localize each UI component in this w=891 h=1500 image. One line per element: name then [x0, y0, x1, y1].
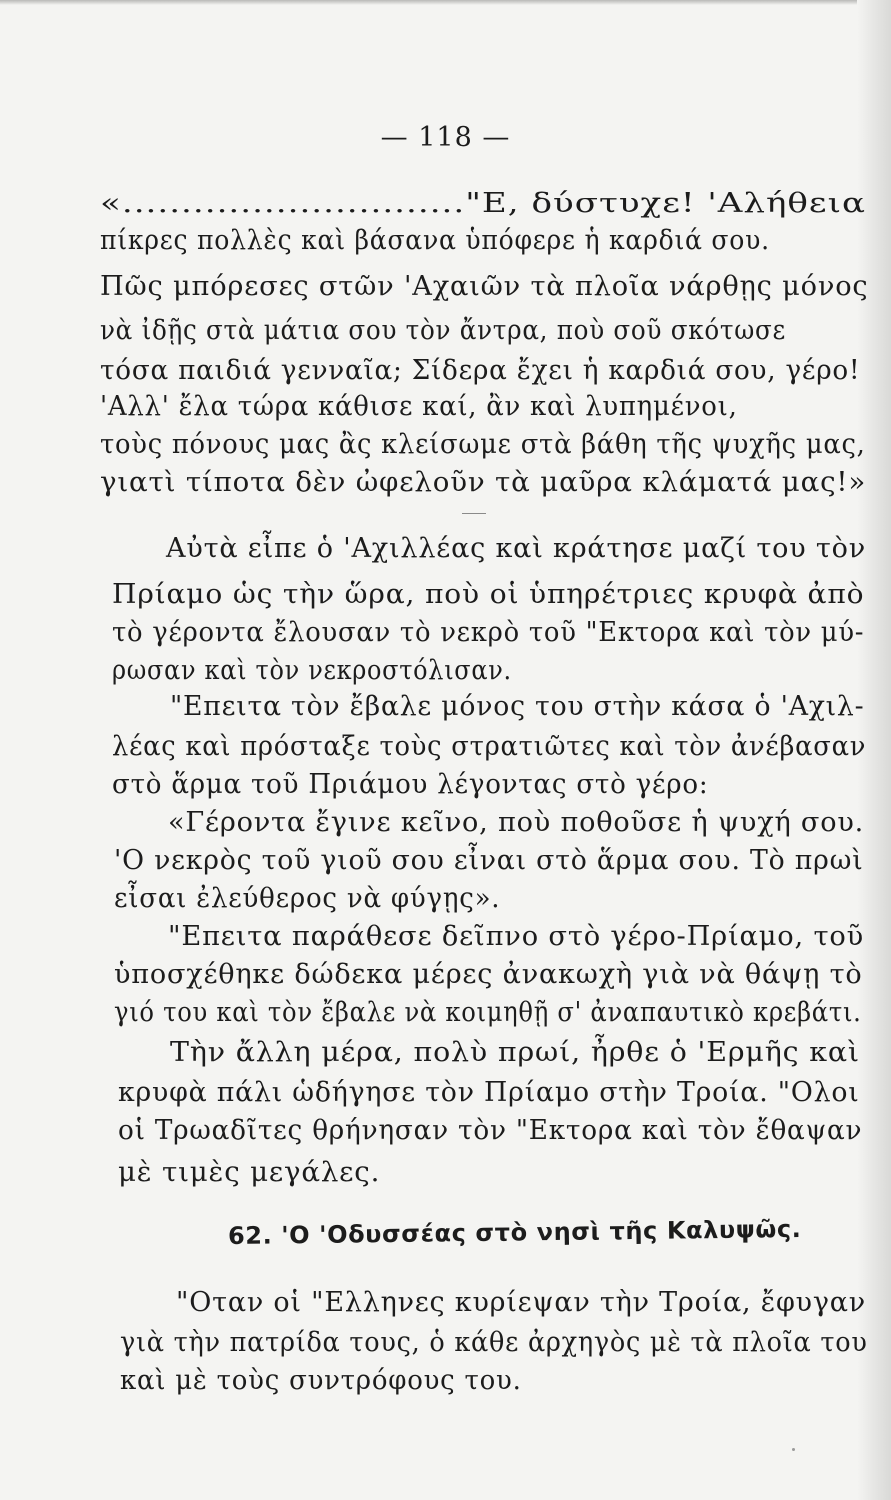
text-line: οἱ Τρωαδῖτες θρήνησαν τὸν "Εκτορα καὶ τὸν ἔθαψαν [118, 1115, 863, 1146]
text-line: καὶ μὲ τοὺς συντρόφους του. [120, 1365, 522, 1396]
text-line: λέας καὶ πρόσταξε τοὺς στρατιῶτες καὶ τὸν ἀνέβασαν [112, 731, 867, 762]
text-line: κρυφὰ πάλι ὡδήγησε τὸν Πρίαμο στὴν Τροία. "Ολοι [118, 1077, 860, 1108]
text-line: Αὐτὰ εἶπε ὁ 'Αχιλλέας καὶ κράτησε μαζί του τὸν [166, 533, 866, 564]
text-line: "Επειτα τὸν ἔβαλε μόνος του στὴν κάσα ὁ 'Αχιλ- [170, 691, 865, 722]
text-line: 'Αλλ' ἔλα τώρα κάθισε καί, ἂν καὶ λυπημένοι, [100, 391, 738, 422]
text-line: «Γέροντα ἔγινε κεῖνο, ποὺ ποθοῦσε ἡ ψυχή σου. [168, 807, 865, 838]
text-line: Πῶς μπόρεσες στῶν 'Αχαιῶν τὰ πλοῖα νάρθῃς μόνος [100, 271, 869, 302]
text-line: Τὴν ἄλλη μέρα, πολὺ πρωί, ἦρθε ὁ 'Ερμῆς καὶ [170, 1037, 860, 1068]
text-line: γιὰ τὴν πατρίδα τους, ὁ κάθε ἀρχηγὸς μὲ τὰ πλοῖα του [120, 1327, 868, 1358]
text-line: γιατὶ τίποτα δὲν ὠφελοῦν τὰ μαῦρα κλάματά μας!» [100, 467, 867, 498]
text-line: "Επειτα παράθεσε δεῖπνο στὸ γέρο-Πρίαμο, τοῦ [168, 921, 864, 952]
text-line: μὲ τιμὲς μεγάλες. [118, 1157, 381, 1188]
text-line: ρωσαν καὶ τὸν νεκροστόλισαν. [112, 655, 512, 686]
text-line: στὸ ἅρμα τοῦ Πριάμου λέγοντας στὸ γέρο: [112, 769, 709, 800]
text-line: "Οταν οἱ "Ελληνες κυρίεψαν τὴν Τροία, ἔφυγαν [176, 1287, 866, 1318]
text-line: 'Ο νεκρὸς τοῦ γιοῦ σου εἶναι στὸ ἅρμα σου. Τὸ πρωὶ [114, 845, 864, 876]
section-heading: 62. 'Ο 'Οδυσσέας στὸ νησὶ τῆς Καλυψῶς. [227, 1214, 802, 1250]
text-line: γιό του καὶ τὸν ἔβαλε νὰ κοιμηθῇ σ' ἀναπαυτικὸ κρεβάτι. [114, 997, 862, 1028]
text-line: «............................."Ε, δύστυχε! 'Αλήθεια [100, 188, 866, 219]
scan-top-edge [0, 0, 891, 5]
text-line: ὑποσχέθηκε δώδεκα μέρες ἀνακωχὴ γιὰ νὰ θάψῃ τὸ [114, 959, 863, 990]
text-line: νὰ ἰδῇς στὰ μάτια σου τὸν ἄντρα, ποὺ σοῦ σκότωσε [100, 315, 786, 346]
text-line: τὸ γέροντα ἔλουσαν τὸ νεκρὸ τοῦ "Εκτορα καὶ τὸν μύ- [112, 617, 865, 648]
text-line: τοὺς πόνους μας ἂς κλείσωμε στὰ βάθη τῆς ψυχῆς μας, [100, 429, 866, 460]
paper-speck [792, 1448, 795, 1451]
text-line: τόσα παιδιά γενναῖα; Σίδερα ἔχει ἡ καρδιά σου, γέρο! [100, 355, 861, 386]
page-number: — 118 — [380, 122, 511, 153]
separator-rule [462, 513, 486, 514]
text-line: Πρίαμο ὡς τὴν ὥρα, ποὺ οἱ ὑπηρέτριες κρυφὰ ἀπὸ [112, 579, 865, 610]
text-line: εἶσαι ἐλεύθερος νὰ φύγῃς». [114, 883, 501, 914]
text-line: πίκρες πολλὲς καὶ βάσανα ὑπόφερε ἡ καρδιά σου. [100, 225, 770, 256]
